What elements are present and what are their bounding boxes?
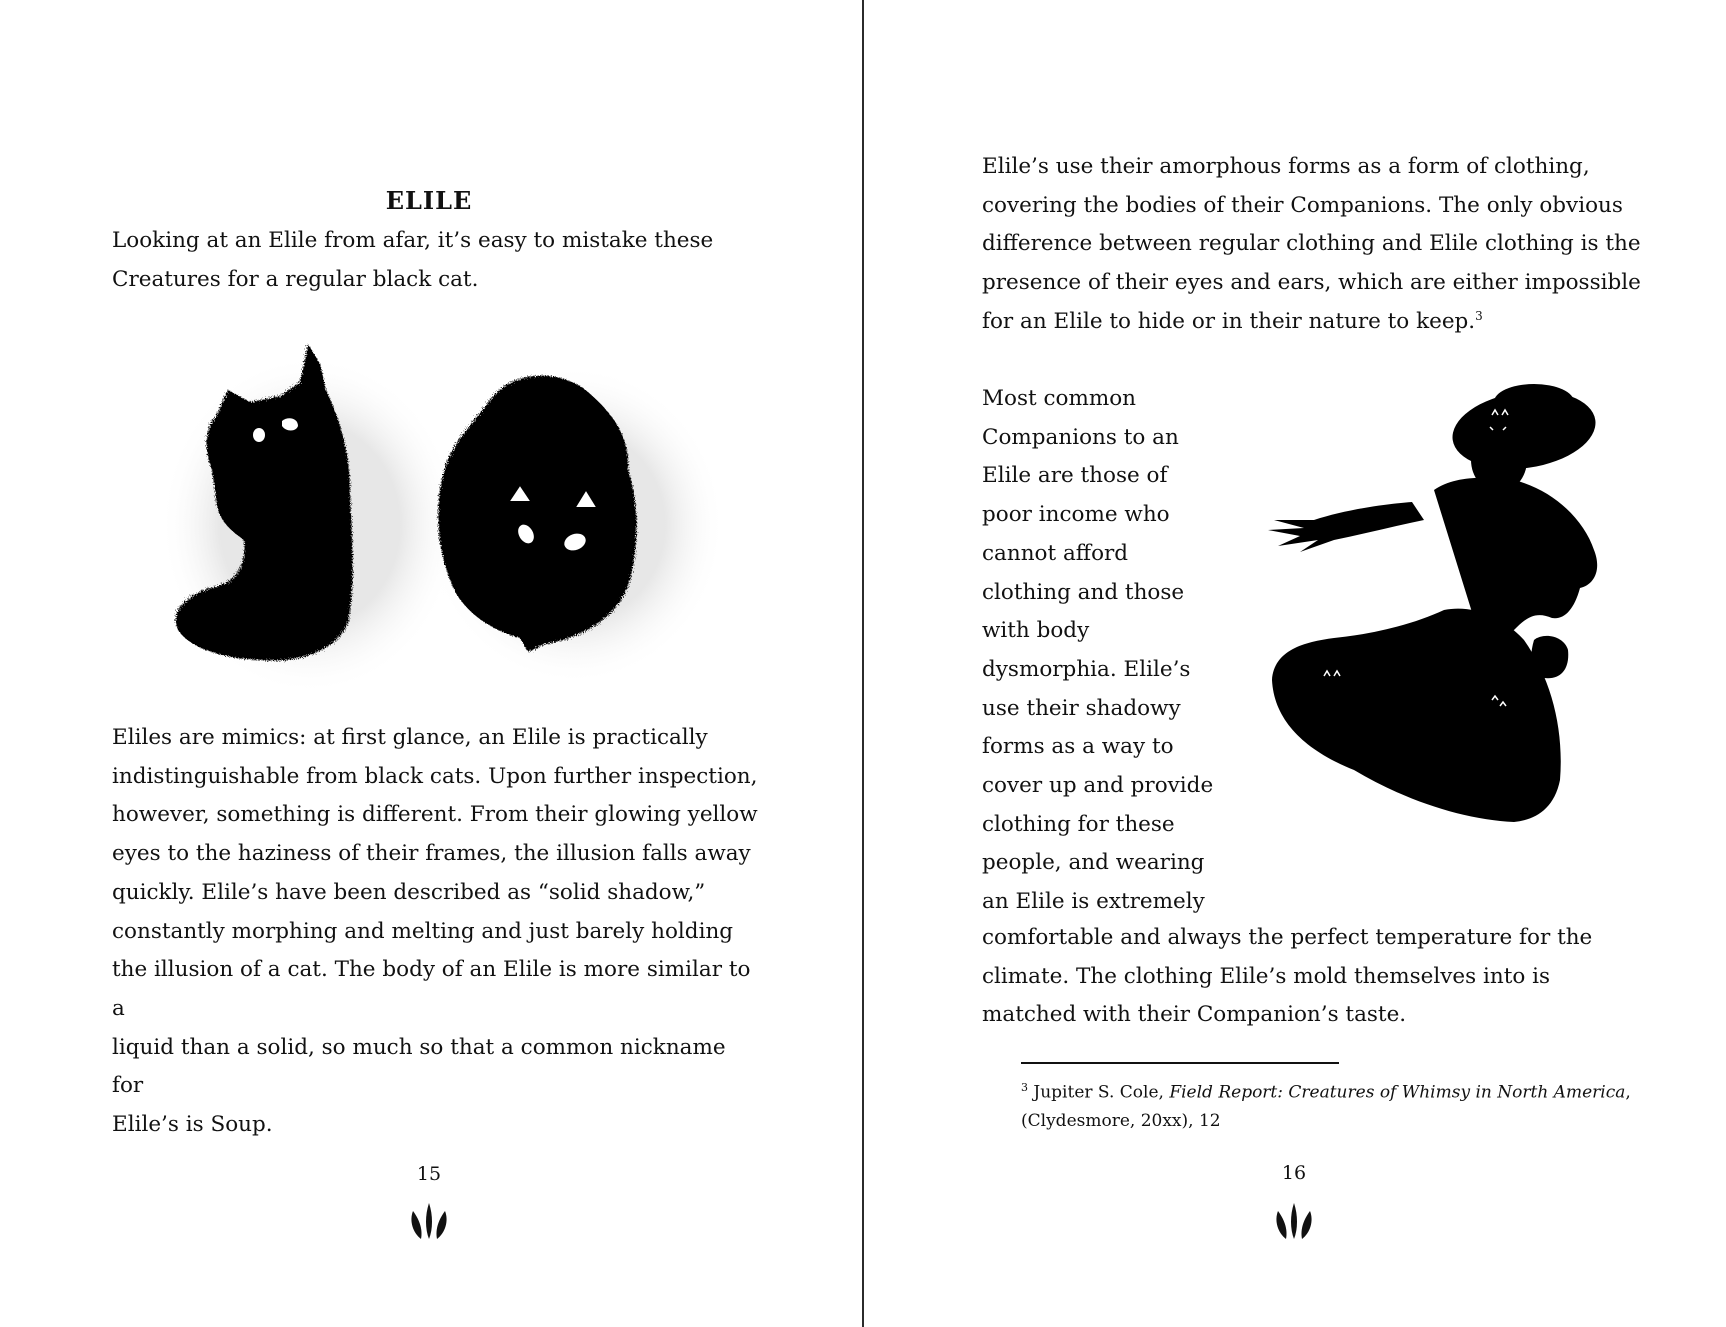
- leaf-ornament-icon: [1264, 1201, 1324, 1241]
- section-title: ELILE: [385, 186, 473, 215]
- companions-paragraph: Most common Companions to an Elile are those of poor income who cannot afford clothing and those with body dysmorphia. Elile’s use their shadowy forms as a way to cover up and provide clothing for these people, and wearing an Elile is extremely: [982, 386, 1214, 915]
- mimic-paragraph: Eliles are mimics: at first glance, an Elile is practically indistinguishable from black cats. Upon further inspection, however, something is different. From their glowing yellow eyes to the haziness of their frames, the illusion falls away quickly. Elile’s have been described as “solid shadow,” constantly morphing and melting and just barely holding the illusion of a cat. The body of an Elile is more similar to a liquid than a solid, so much so that a common nickname for Elile’s is Soup.: [112, 725, 758, 1138]
- woman-in-elile-dress-illustration: [1234, 380, 1614, 880]
- page-number: 15: [416, 1163, 442, 1185]
- page-number: 16: [1281, 1162, 1307, 1184]
- clothing-paragraph: [982, 148, 1662, 342]
- footnote-author: Jupiter S. Cole,: [1033, 1082, 1170, 1103]
- left-page: [0, 0, 862, 1327]
- footnote-number: 3: [1021, 1081, 1028, 1094]
- comfort-paragraph: comfortable and always the perfect temperature for the climate. The clothing Elile’s mold themselves into is matched with their Companion’s taste.: [982, 925, 1593, 1028]
- right-page: [864, 0, 1726, 1327]
- footnote-rest: , (Clydesmore, 20xx), 12: [1021, 1082, 1631, 1131]
- footnote-divider: [1021, 1062, 1339, 1064]
- leaf-ornament-icon: [399, 1201, 459, 1241]
- footnote-title: Field Report: Creatures of Whimsy in North America: [1169, 1082, 1626, 1103]
- footnote: [1021, 1074, 1641, 1135]
- clothing-paragraph-text: Elile’s use their amorphous forms as a form of clothing, covering the bodies of their Companions. The only obvious difference between regular clothing and Elile clothing is the presence of their eyes and ears, which are either impossible for an Elile to hide or in their nature to keep.: [982, 154, 1641, 334]
- intro-paragraph: Looking at an Elile from afar, it’s easy to mistake these Creatures for a regular black cat.: [112, 228, 714, 292]
- woman-silhouette: [1268, 382, 1601, 822]
- footnote-ref: 3: [1475, 308, 1483, 323]
- elile-cats-illustration: [160, 330, 740, 710]
